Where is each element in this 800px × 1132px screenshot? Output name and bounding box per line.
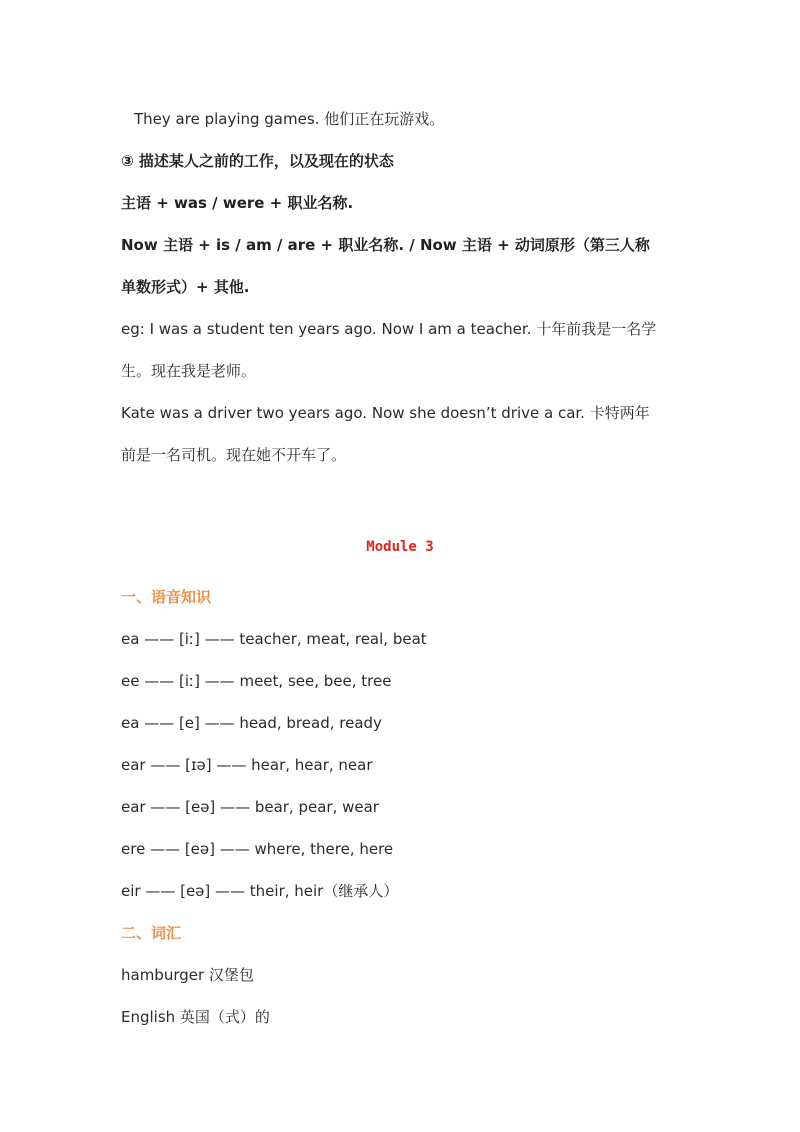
phonics-row: ear —— [ɪə] —— hear, hear, near bbox=[121, 756, 373, 774]
section-heading: 二、词汇 bbox=[121, 924, 182, 942]
grammar-pattern: Now 主语 + is / am / are + 职业名称. / Now 主语 + 动词原形（第三人称 bbox=[121, 236, 650, 254]
phonics-row: ea —— [iː] —— teacher, meat, real, beat bbox=[121, 630, 427, 648]
grammar-pattern: 单数形式）+ 其他. bbox=[121, 278, 250, 296]
section-heading: 一、语音知识 bbox=[121, 588, 212, 606]
phonics-row: ee —— [iː] —— meet, see, bee, tree bbox=[121, 672, 392, 690]
example-sentence: They are playing games. 他们正在玩游戏。 bbox=[134, 110, 445, 128]
example-sentence: 生。现在我是老师。 bbox=[121, 362, 257, 380]
vocabulary-item: English 英国（式）的 bbox=[121, 1008, 270, 1026]
phonics-row: ea —— [e] —— head, bread, ready bbox=[121, 714, 382, 732]
module-title: Module 3 bbox=[366, 539, 434, 555]
phonics-row: eir —— [eə] —— their, heir（继承人） bbox=[121, 882, 399, 900]
example-sentence: eg: I was a student ten years ago. Now I am a teacher. 十年前我是一名学 bbox=[121, 320, 657, 338]
section-heading: ③ 描述某人之前的工作，以及现在的状态 bbox=[121, 152, 394, 170]
phonics-row: ear —— [eə] —— bear, pear, wear bbox=[121, 798, 379, 816]
grammar-pattern: 主语 + was / were + 职业名称. bbox=[121, 194, 354, 212]
example-sentence: 前是一名司机。现在她不开车了。 bbox=[121, 446, 347, 464]
phonics-row: ere —— [eə] —— where, there, here bbox=[121, 840, 394, 858]
example-sentence: Kate was a driver two years ago. Now she doesn’t drive a car. 卡特两年 bbox=[121, 404, 650, 422]
vocabulary-item: hamburger 汉堡包 bbox=[121, 966, 254, 984]
